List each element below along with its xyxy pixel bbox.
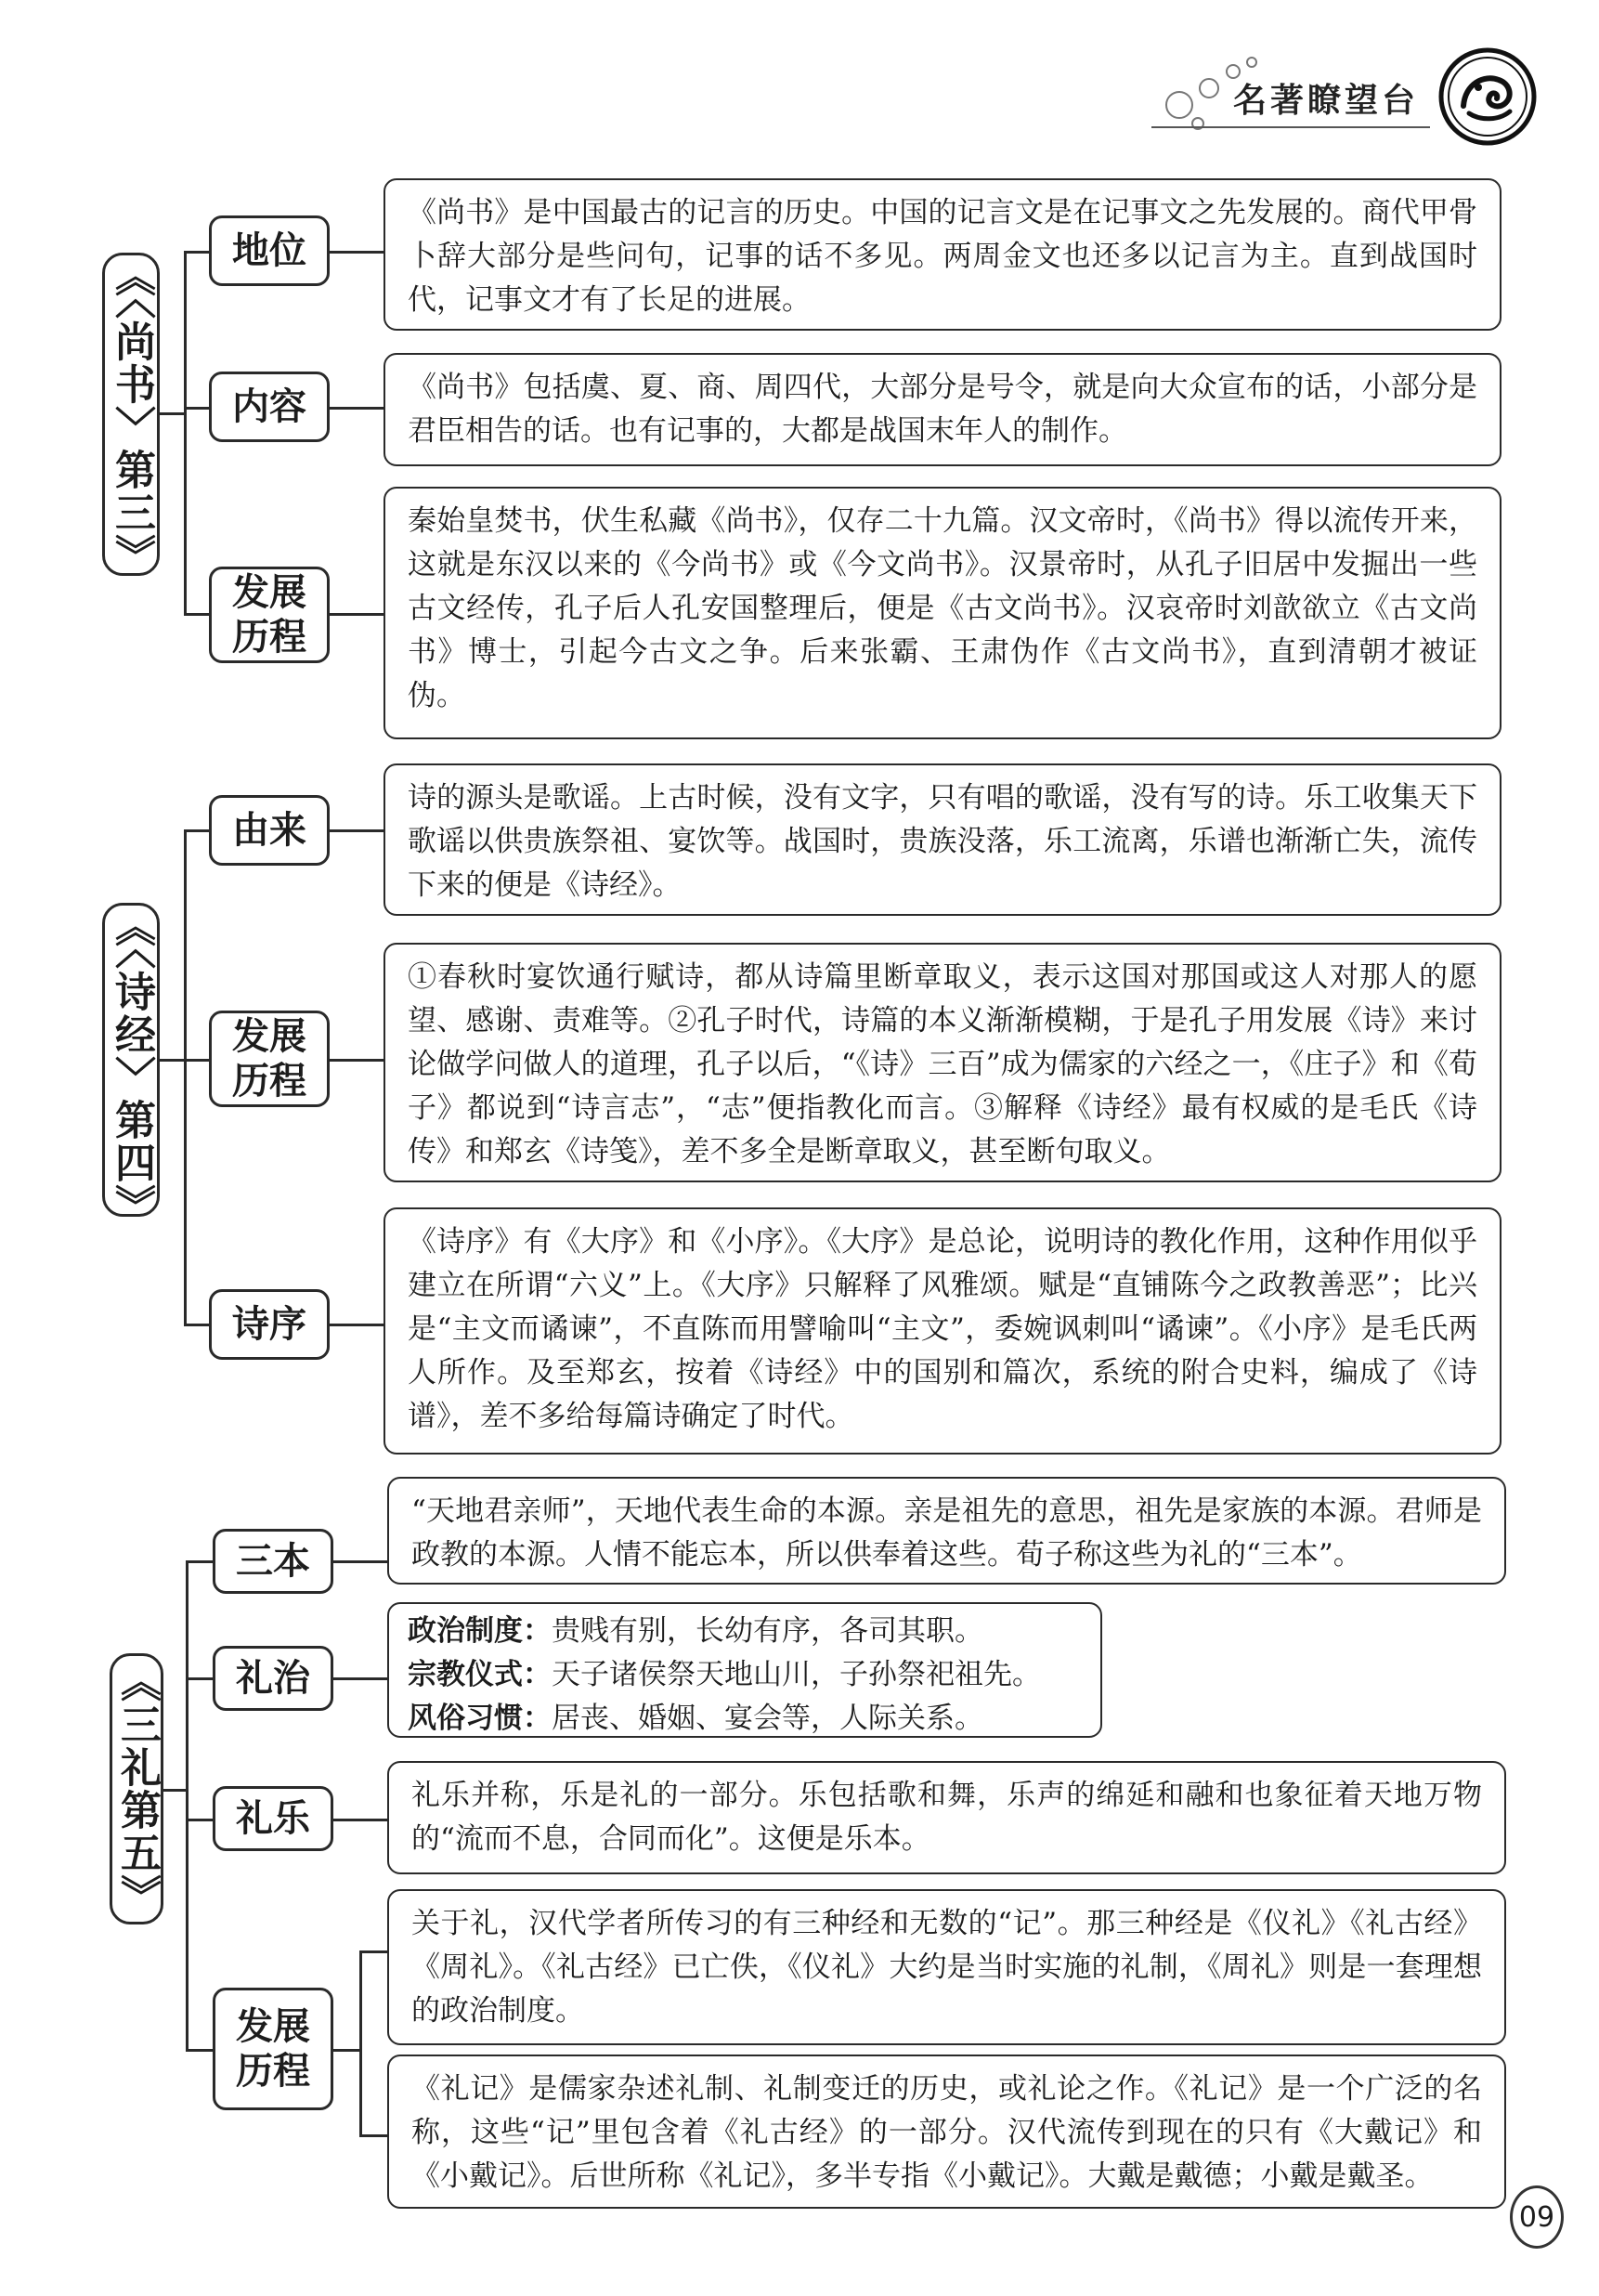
lizhi-value: 贵贱有别，长幼有序，各司其职。 — [552, 1614, 983, 1648]
text-box-fazhan-1 — [384, 487, 1502, 739]
connector — [333, 1560, 389, 1563]
text-content: 《诗序》有《大序》和《小序》。《大序》是总论，说明诗的教化作用，这种作用似乎建立在所谓“六义”上。《大序》只解释了风雅颂。赋是“直铺陈今之政教善恶”；比兴是“主文而谲谏”，不直陈而用譬喻叫“主文”，委婉讽刺叫“谲谏”。《小序》是毛氏两人所作。及至郑玄，按着《诗经》中的国别和篇次，系统的附合史料，编成了《诗谱》，差不多给每篇诗确定了时代。 — [408, 1225, 1477, 1433]
text-content: 秦始皇焚书，伏生私藏《尚书》，仅存二十九篇。汉文帝时，《尚书》得以流传开来，这就是东汉以来的《今尚书》或《今文尚书》。汉景帝时，从孔子旧居中发掘出一些古文经传，孔子后人孔安国整理后，便是《古文尚书》。汉哀帝时刘歆欲立《古文尚书》博士，引起今古文之争。后来张霸、王肃伪作《古文尚书》，直到清朝才被证伪。 — [408, 504, 1477, 712]
connector — [184, 829, 187, 1325]
text-box-sanben — [387, 1477, 1506, 1585]
text-content: ①春秋时宴饮通行赋诗，都从诗篇里断章取义，表示这国对那国或这人对那人的愿望、感谢、责难等。②孔子时代，诗篇的本义渐渐模糊，于是孔子用发展《诗》来讨论做学问做人的道理，孔子以后，“《诗》三百”成为儒家的六经之一，《庄子》和《荀子》都说到“诗言志”，“志”便指教化而言。③解释《诗经》最有权威的是毛氏《诗传》和郑玄《诗笺》，差不多全是断章取义，甚至断句取义。 — [408, 960, 1477, 1168]
node-shixu — [209, 1289, 330, 1360]
text-content: 《礼记》是儒家杂述礼制、礼制变迁的历史，或礼论之作。《礼记》是一个广泛的名称，这些“记”里包含着《礼古经》的一部分。汉代流传到现在的只有《大戴记》和《小戴记》。后世所称《礼记》，多半专指《小戴记》。大戴是戴德；小戴是戴圣。 — [411, 2072, 1482, 2193]
connector — [184, 1059, 209, 1062]
text-box-fazhan-3b — [387, 2055, 1506, 2209]
lizhi-key: 宗教仪式： — [408, 1658, 552, 1691]
lizhi-value: 天子诸侯祭天地山川，子孙祭祀祖先。 — [552, 1658, 1041, 1691]
text-content: 《尚书》包括虞、夏、商、周四代，大部分是号令，就是向大众宣布的话，小部分是君臣相告的话。也有记事的，大都是战国末年人的制作。 — [408, 371, 1477, 448]
text-content: 《尚书》是中国最古的记言的历史。中国的记言文是在记事文之先发展的。商代甲骨卜辞大部分是些问句，记事的话不多见。两周金文也还多以记言为主。直到战国时代，记事文才有了长足的进展。 — [408, 196, 1477, 317]
node-fazhan-2 — [209, 1011, 330, 1107]
connector — [333, 2049, 361, 2052]
header-label: 名著瞭望台 — [1233, 82, 1420, 120]
connector — [160, 1059, 186, 1062]
node-label: 地位 — [232, 229, 306, 272]
text-content: “天地君亲师”，天地代表生命的本源。亲是祖先的意思，祖先是家族的本源。君师是政教的本源。人情不能忘本，所以供奉着这些。荀子称这些为礼的“三本”。 — [411, 1494, 1482, 1572]
text-content: 诗的源头是歌谣。上古时候，没有文字，只有唱的歌谣，没有写的诗。乐工收集天下歌谣以供贵族祭祖、宴饮等。战国时，贵族没落，乐工流离，乐谱也渐渐亡失，流传下来的便是《诗经》。 — [408, 781, 1477, 902]
connector — [184, 407, 209, 410]
node-label: 发展历程 — [232, 1015, 306, 1102]
text-box-lizhi — [387, 1602, 1102, 1738]
node-youlai — [209, 795, 330, 866]
node-lizhi — [213, 1646, 333, 1711]
node-fazhan-3 — [213, 1988, 333, 2110]
node-sanben — [213, 1529, 333, 1594]
node-fazhan-1 — [209, 567, 330, 663]
node-label: 发展历程 — [236, 2005, 310, 2093]
section-title-sanli: 《三礼第五》 — [110, 1653, 163, 1924]
connector — [184, 613, 209, 616]
lizhi-item — [408, 1653, 1082, 1697]
header-logo — [1437, 46, 1538, 147]
node-label: 内容 — [232, 385, 306, 428]
connector — [163, 1789, 188, 1792]
connector — [184, 1324, 209, 1326]
connector — [186, 1560, 188, 2051]
text-box-youlai — [384, 763, 1502, 916]
lizhi-value: 居丧、婚姻、宴会等，人际关系。 — [552, 1702, 983, 1735]
header-rule — [1151, 126, 1430, 128]
text-box-liyue — [387, 1761, 1506, 1874]
connector — [160, 412, 186, 415]
text-content: 关于礼，汉代学者所传习的有三种经和无数的“记”。那三种经是《仪礼》《礼古经》《周礼》。《礼古经》已亡佚，《仪礼》大约是当时实施的礼制，《周礼》则是一套理想的政治制度。 — [411, 1907, 1482, 2028]
node-label: 由来 — [232, 809, 306, 852]
lizhi-key: 政治制度： — [408, 1614, 552, 1648]
node-label: 礼治 — [236, 1657, 310, 1700]
connector — [330, 407, 385, 410]
text-content: 礼乐并称，乐是礼的一部分。乐包括歌和舞，乐声的绵延和融和也象征着天地万物的“流而不息，合同而化”。这便是乐本。 — [411, 1779, 1482, 1856]
dragon-emblem-icon — [1437, 46, 1538, 147]
connector — [330, 613, 385, 616]
node-label: 三本 — [236, 1540, 310, 1583]
section-title-shangshu: 《〈尚书〉第三》 — [102, 253, 160, 576]
connector — [186, 1560, 213, 1563]
connector — [330, 1059, 385, 1062]
lizhi-item — [408, 1610, 1082, 1653]
lizhi-item — [408, 1697, 1082, 1738]
node-diwei — [209, 215, 330, 286]
node-neirong — [209, 372, 330, 442]
connector — [184, 251, 187, 615]
connector — [330, 829, 385, 832]
text-box-diwei — [384, 178, 1502, 331]
connector — [184, 251, 209, 254]
page-number: 09 — [1510, 2185, 1564, 2249]
connector — [186, 2049, 213, 2052]
text-box-fazhan-2 — [384, 943, 1502, 1182]
node-label: 礼乐 — [236, 1797, 310, 1840]
text-box-fazhan-3a — [387, 1889, 1506, 2045]
node-label: 诗序 — [232, 1303, 306, 1346]
connector — [333, 1819, 389, 1821]
node-liyue — [213, 1786, 333, 1851]
connector — [186, 1819, 213, 1821]
text-box-shixu — [384, 1207, 1502, 1455]
section-title-shijing: 《〈诗经〉第四》 — [102, 903, 160, 1217]
connector — [184, 829, 209, 832]
connector — [359, 1950, 362, 2136]
connector — [330, 1324, 385, 1326]
connector — [359, 1950, 389, 1953]
text-box-neirong — [384, 353, 1502, 466]
connector — [333, 1677, 389, 1680]
connector — [186, 1677, 213, 1680]
connector — [330, 251, 385, 254]
connector — [359, 2134, 389, 2137]
node-label: 发展历程 — [232, 571, 306, 659]
lizhi-key: 风俗习惯： — [408, 1702, 552, 1735]
